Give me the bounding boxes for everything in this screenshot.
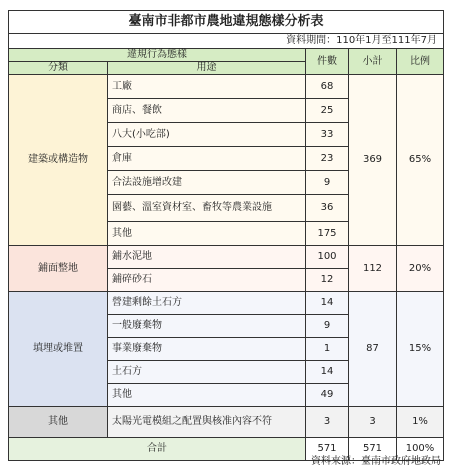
total-count: 571 xyxy=(306,438,349,461)
header-subtotal: 小計 xyxy=(349,49,397,75)
use-cell: 園藝、溫室資材室、畜牧等農業設施 xyxy=(108,195,306,222)
category-cell: 其他 xyxy=(9,407,108,438)
use-cell: 土石方 xyxy=(108,361,306,384)
count-cell: 14 xyxy=(306,292,349,315)
use-cell: 工廠 xyxy=(108,75,306,99)
use-cell: 太陽光電模組之配置與核准內容不符 xyxy=(108,407,306,438)
data-period: 資料期間：110年1月至111年7月 xyxy=(9,34,444,49)
use-cell: 鋪碎砂石 xyxy=(108,269,306,292)
count-cell: 25 xyxy=(306,99,349,123)
count-cell: 9 xyxy=(306,171,349,195)
count-cell: 33 xyxy=(306,123,349,147)
header-behavior: 違規行為態樣 xyxy=(9,49,306,62)
table-row xyxy=(9,75,444,99)
use-cell: 倉庫 xyxy=(108,147,306,171)
total-ratio: 100% xyxy=(397,438,444,461)
count-cell: 49 xyxy=(306,384,349,407)
table-row xyxy=(9,407,444,438)
subtotal-cell: 87 xyxy=(349,292,397,407)
count-cell: 100 xyxy=(306,246,349,269)
table-row xyxy=(9,246,444,269)
use-cell: 營建剩餘土石方 xyxy=(108,292,306,315)
use-cell: 商店、餐飲 xyxy=(108,99,306,123)
use-cell: 合法設施增改建 xyxy=(108,171,306,195)
ratio-cell: 15% xyxy=(397,292,444,407)
header-ratio: 比例 xyxy=(397,49,444,75)
count-cell: 175 xyxy=(306,222,349,246)
header-count: 件數 xyxy=(306,49,349,75)
header-use: 用途 xyxy=(108,62,306,75)
count-cell: 14 xyxy=(306,361,349,384)
count-cell: 36 xyxy=(306,195,349,222)
use-cell: 一般廢棄物 xyxy=(108,315,306,338)
count-cell: 1 xyxy=(306,338,349,361)
violation-table xyxy=(8,10,444,461)
use-cell: 其他 xyxy=(108,222,306,246)
category-cell: 填埋或堆置 xyxy=(9,292,108,407)
use-cell: 其他 xyxy=(108,384,306,407)
use-cell: 鋪水泥地 xyxy=(108,246,306,269)
category-cell: 建築或構造物 xyxy=(9,75,108,246)
count-cell: 9 xyxy=(306,315,349,338)
count-cell: 3 xyxy=(306,407,349,438)
subtotal-cell: 112 xyxy=(349,246,397,292)
total-label: 合計 xyxy=(9,438,306,461)
header-category: 分類 xyxy=(9,62,108,75)
count-cell: 12 xyxy=(306,269,349,292)
count-cell: 68 xyxy=(306,75,349,99)
table-title: 臺南市非都市農地違規態樣分析表 xyxy=(9,11,444,34)
ratio-cell: 20% xyxy=(397,246,444,292)
category-cell: 鋪面整地 xyxy=(9,246,108,292)
subtotal-cell: 369 xyxy=(349,75,397,246)
count-cell: 23 xyxy=(306,147,349,171)
subtotal-cell: 3 xyxy=(349,407,397,438)
use-cell: 事業廢棄物 xyxy=(108,338,306,361)
ratio-cell: 65% xyxy=(397,75,444,246)
use-cell: 八大(小吃部) xyxy=(108,123,306,147)
data-source: 資料來源：臺南市政府地政局 xyxy=(311,456,441,467)
total-subtotal: 571 xyxy=(349,438,397,461)
ratio-cell: 1% xyxy=(397,407,444,438)
table-row xyxy=(9,292,444,315)
